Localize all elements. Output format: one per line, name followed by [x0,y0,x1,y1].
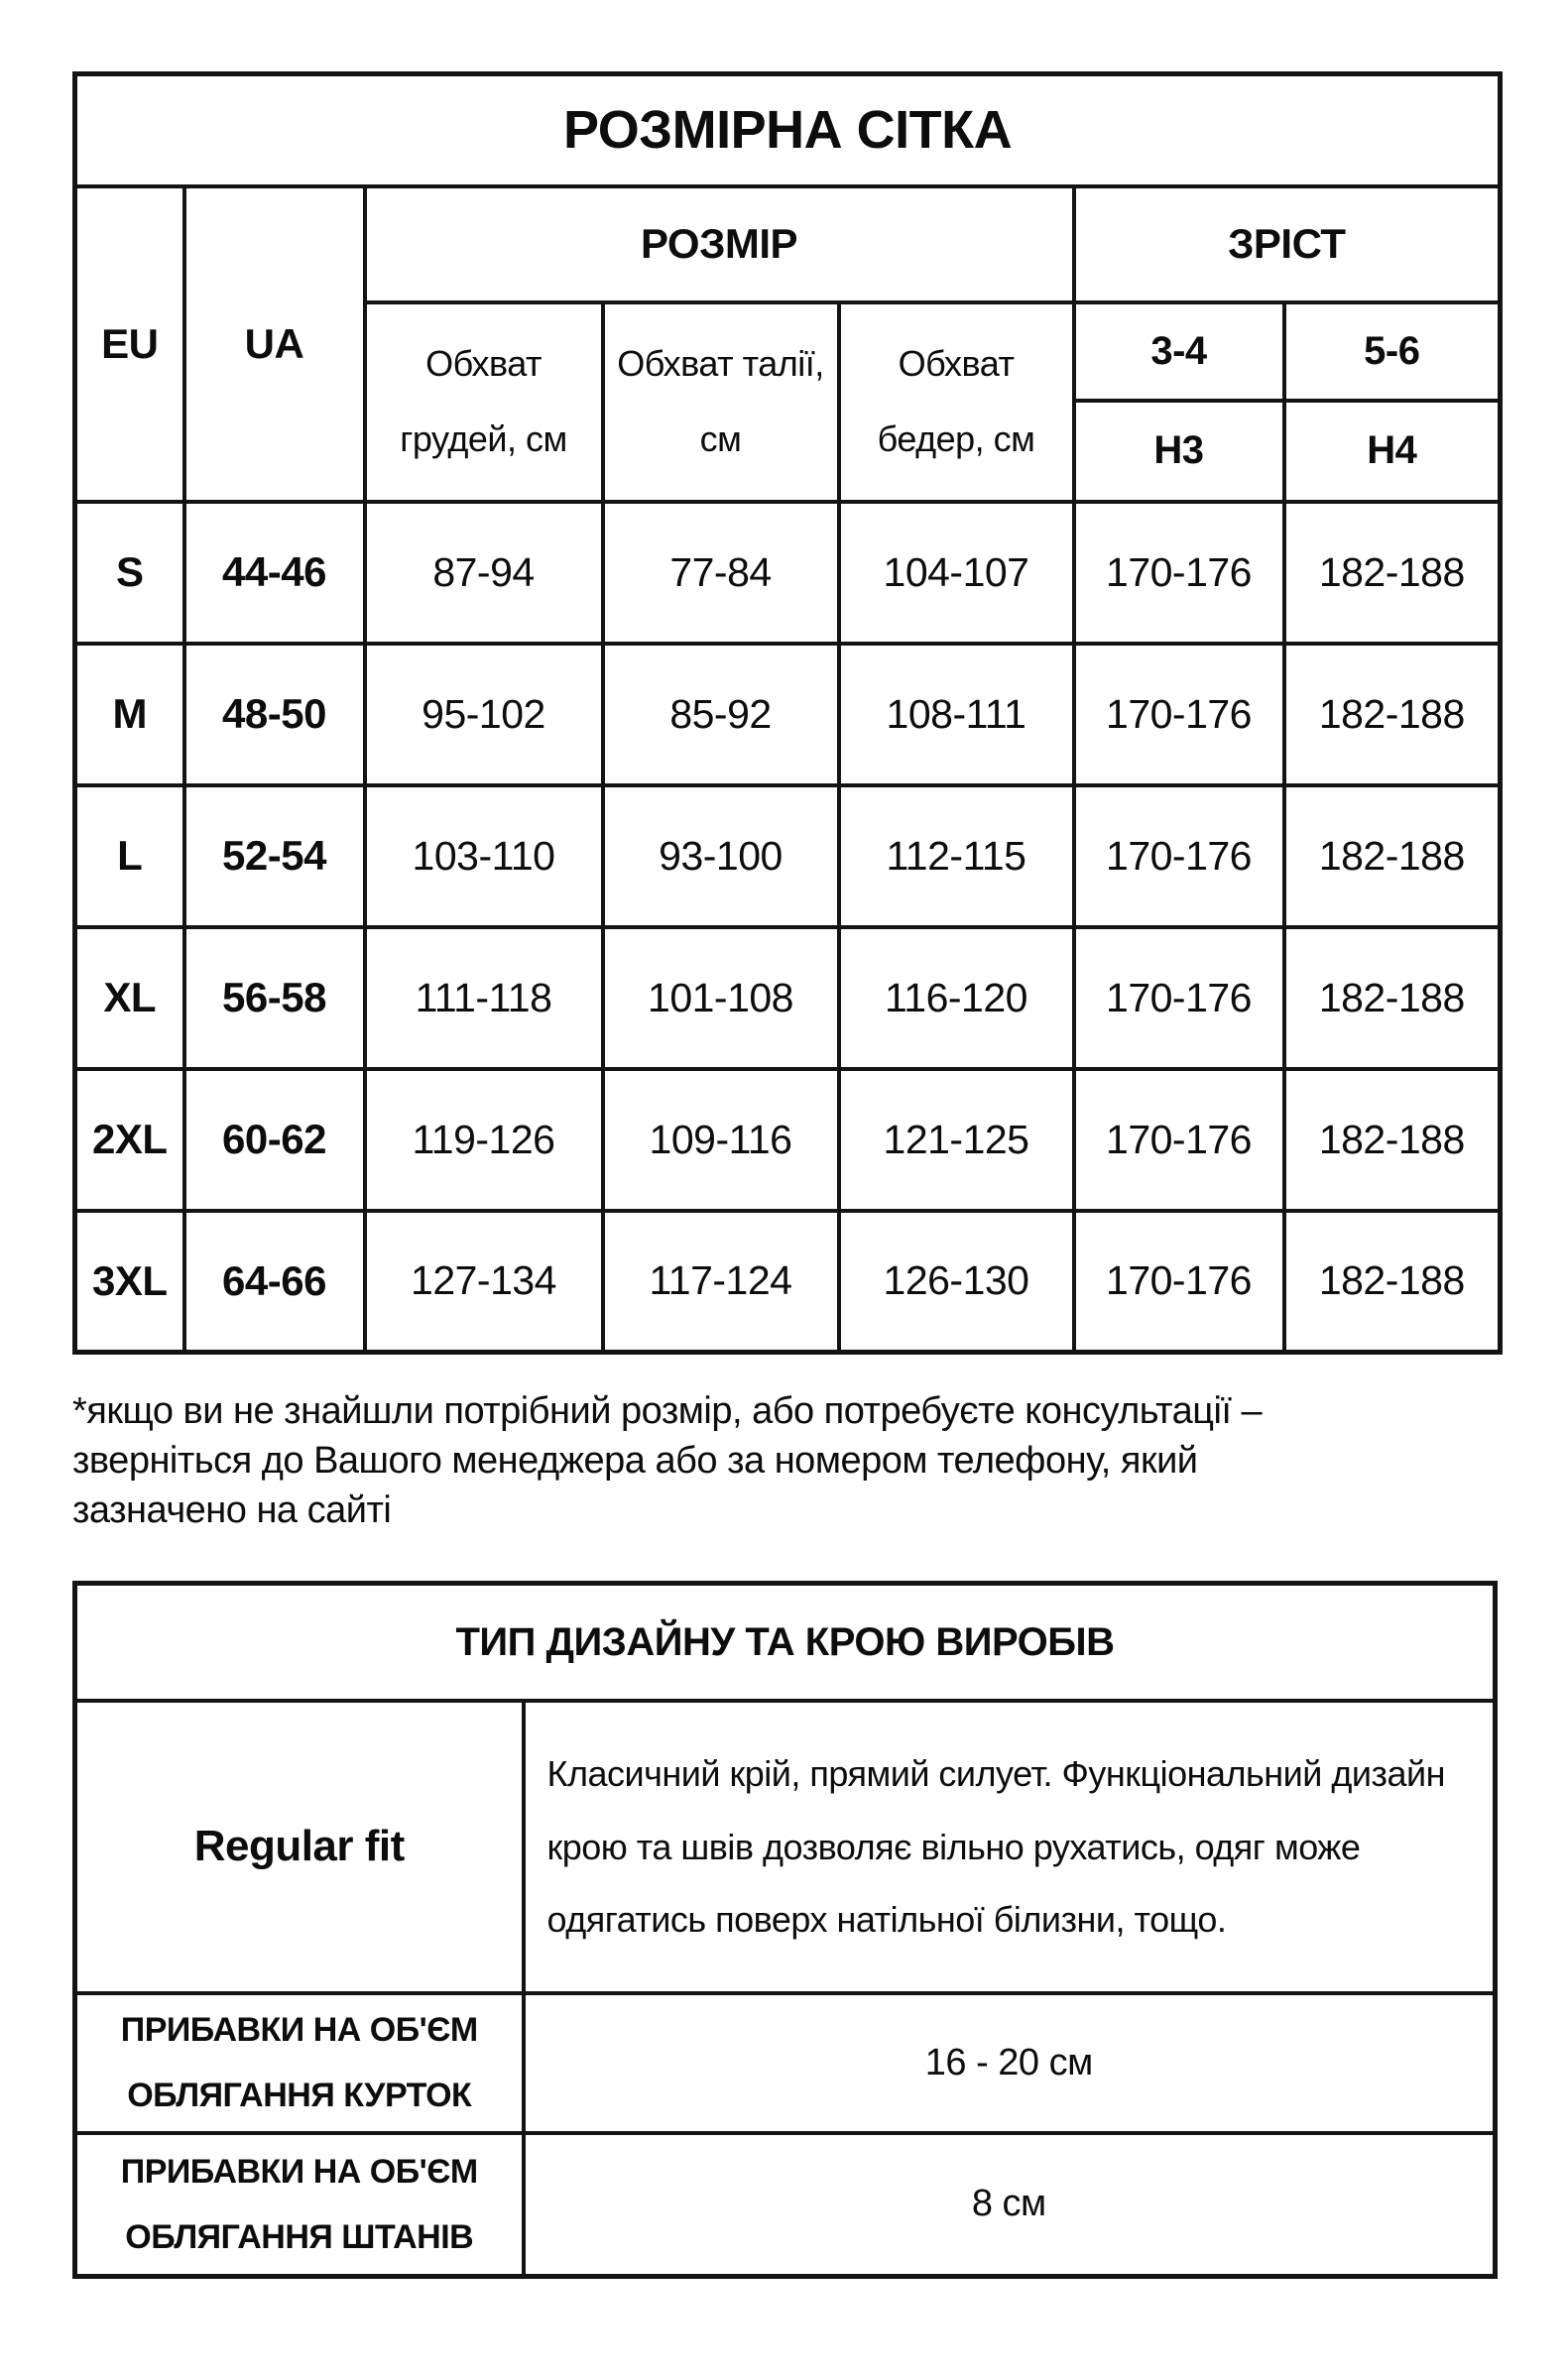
jackets-allowance-label: ПРИБАВКИ НА ОБ'ЄМ ОБЛЯГАННЯ КУРТОК [75,1993,524,2133]
size-row-l [75,785,1501,927]
col-header-ua: UA [184,186,365,502]
waist-value: 101-108 [603,927,839,1069]
chest-value: 103-110 [365,785,603,927]
height-5-6-value: 182-188 [1284,1211,1501,1353]
height-5-6-value: 182-188 [1284,502,1501,644]
chest-value: 127-134 [365,1211,603,1353]
ua-size: 56-58 [184,927,365,1069]
size-row-2xl [75,1069,1501,1211]
col-header-chest: Обхват грудей, см [365,302,603,502]
eu-size: 3XL [75,1211,184,1353]
height-code-h3: Н3 [1074,401,1284,502]
waist-value: 85-92 [603,644,839,785]
ua-size: 64-66 [184,1211,365,1353]
group-header-height: ЗРІСТ [1074,186,1501,302]
design-row-jackets-allowance [75,1993,1496,2133]
chest-value: 95-102 [365,644,603,785]
ua-size: 60-62 [184,1069,365,1211]
height-group-3-4: 3-4 [1074,302,1284,401]
hips-value: 126-130 [839,1211,1074,1353]
chest-value: 87-94 [365,502,603,644]
size-grid-table [72,71,1503,1355]
pants-allowance-label: ПРИБАВКИ НА ОБ'ЄМ ОБЛЯГАННЯ ШТАНІВ [75,2133,524,2277]
size-grid-header-row [75,186,1501,302]
height-3-4-value: 170-176 [1074,502,1284,644]
size-grid-title: РОЗМІРНА СІТКА [75,74,1501,186]
footnote-line: *якщо ви не знайшли потрібний розмір, або потребуєте консультації – [72,1390,1263,1432]
ua-size: 44-46 [184,502,365,644]
height-5-6-value: 182-188 [1284,644,1501,785]
chest-value: 119-126 [365,1069,603,1211]
group-header-size: РОЗМІР [365,186,1074,302]
size-row-s [75,502,1501,644]
hips-value: 104-107 [839,502,1074,644]
eu-size: 2XL [75,1069,184,1211]
height-3-4-value: 170-176 [1074,927,1284,1069]
design-table-title: ТИП ДИЗАЙНУ ТА КРОЮ ВИРОБІВ [75,1584,1496,1701]
design-row-pants-allowance [75,2133,1496,2277]
hips-value: 121-125 [839,1069,1074,1211]
height-group-5-6: 5-6 [1284,302,1501,401]
fit-type-label: Regular fit [75,1701,524,1993]
hips-value: 108-111 [839,644,1074,785]
col-header-hips: Обхват бедер, см [839,302,1074,502]
height-code-h4: Н4 [1284,401,1501,502]
size-grid-title-row [75,74,1501,186]
size-row-3xl [75,1211,1501,1353]
hips-value: 112-115 [839,785,1074,927]
col-header-waist: Обхват талії, см [603,302,839,502]
jackets-allowance-value: 16 - 20 см [524,1993,1496,2133]
footnote-line: зверніться до Вашого менеджера або за номером телефону, який [72,1440,1198,1483]
design-type-table [72,1581,1498,2279]
footnote-text [72,1386,1498,1535]
hips-value: 116-120 [839,927,1074,1069]
height-3-4-value: 170-176 [1074,785,1284,927]
size-row-xl [75,927,1501,1069]
design-table-title-row [75,1584,1496,1701]
waist-value: 109-116 [603,1069,839,1211]
ua-size: 48-50 [184,644,365,785]
size-row-m [75,644,1501,785]
footnote-line: зазначено на сайті [72,1489,392,1532]
chest-value: 111-118 [365,927,603,1069]
eu-size: S [75,502,184,644]
height-3-4-value: 170-176 [1074,644,1284,785]
waist-value: 77-84 [603,502,839,644]
height-5-6-value: 182-188 [1284,927,1501,1069]
eu-size: M [75,644,184,785]
height-3-4-value: 170-176 [1074,1069,1284,1211]
height-3-4-value: 170-176 [1074,1211,1284,1353]
col-header-eu: EU [75,186,184,502]
pants-allowance-value: 8 см [524,2133,1496,2277]
eu-size: L [75,785,184,927]
height-5-6-value: 182-188 [1284,1069,1501,1211]
ua-size: 52-54 [184,785,365,927]
height-5-6-value: 182-188 [1284,785,1501,927]
design-row-regular-fit [75,1701,1496,1993]
waist-value: 117-124 [603,1211,839,1353]
fit-type-description: Класичний крій, прямий силует. Функціональний дизайн крою та швів дозволяє вільно рухатись, одяг може одягатись поверх натільної білизни, тощо. [524,1701,1496,1993]
eu-size: XL [75,927,184,1069]
waist-value: 93-100 [603,785,839,927]
